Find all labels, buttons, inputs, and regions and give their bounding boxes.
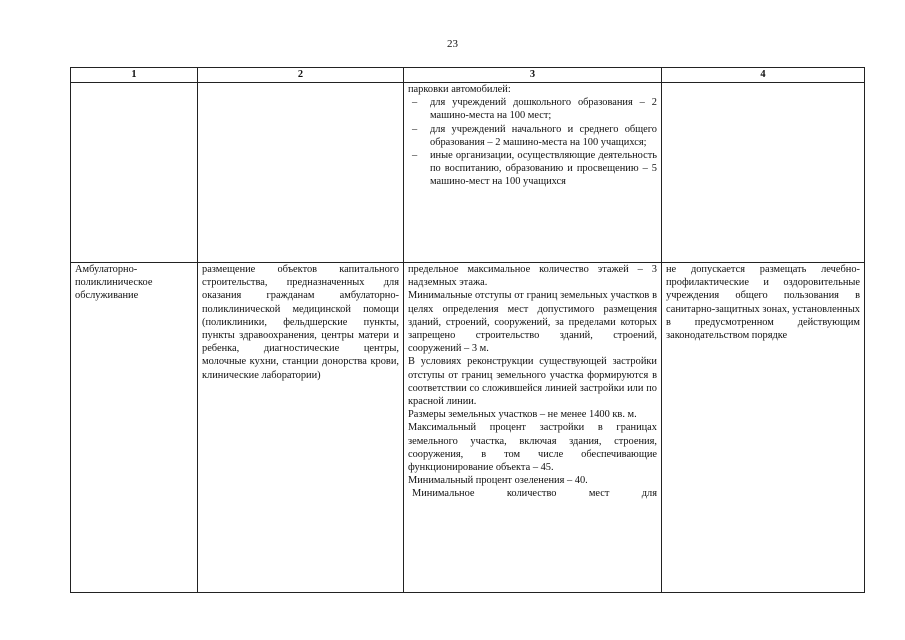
row1-col4-cell — [662, 83, 865, 263]
table-row — [71, 83, 865, 263]
land-use-description-cell — [198, 263, 404, 593]
parking-list — [408, 96, 657, 188]
parameter-paragraph: Минимальное количество мест для — [412, 488, 657, 500]
land-use-description: размещение объектов капитального строительства, предназначенных для оказания гражданам амбулаторно-поликлинической медицинской помощи (поликлиники, фельдшерские пункты, пункты здравоохранения, центры матери и ребенка, диагностические центры, молочные кухни, станции донорства крови, клинические лаборатории) — [202, 264, 399, 381]
list-item: – для учреждений дошкольного образования – 2 машино-места на 100 мест; — [408, 96, 657, 122]
land-use-name: Амбулаторно-поликлиническое обслуживание — [75, 264, 153, 302]
column-header-2: 2 — [198, 68, 404, 83]
restrictions-text: не допускается размещать лечебно-профилактические и оздоровительные учреждения общего пользования в санитарно-защитных зонах, установленных в предусмотренном действующим законодательством порядке — [666, 264, 860, 342]
page-number: 23 — [447, 38, 458, 50]
row1-col2-cell — [198, 83, 404, 263]
column-header-4: 4 — [662, 68, 865, 83]
parameter-paragraph: Минимальный процент озеленения – 40. — [408, 475, 588, 487]
list-item: – иные организации, осуществляющие деятельность по воспитанию, образованию и просвещению – 5 машино-мест на 100 учащихся — [408, 149, 657, 189]
zoning-table — [70, 67, 865, 593]
restrictions-cell — [662, 263, 865, 593]
header-row — [71, 68, 865, 83]
parking-intro: парковки автомобилей: — [408, 84, 511, 95]
parameter-paragraph: Минимальные отступы от границ земельных участков в целях определения мест допустимого размещения зданий, строений, сооружений, за пределами которых запрещено строительство зданий, строений, сооружений – 3 м. — [408, 290, 657, 355]
parameters-cell — [404, 263, 662, 593]
parameter-paragraph: предельное максимальное количество этажей – 3 надземных этажа. — [408, 264, 657, 289]
parameter-paragraph: В условиях реконструкции существующей застройки отступы от границ земельного участка формируются в соответствии со сложившейся линией застройки или по красной линии. — [408, 356, 657, 408]
land-use-name-cell — [71, 263, 198, 593]
row1-col1-cell — [71, 83, 198, 263]
row1-col3-cell — [404, 83, 662, 263]
list-item: – для учреждений начального и среднего общего образования – 2 машино-места на 100 учащихся; — [408, 123, 657, 149]
parameter-paragraph: Максимальный процент застройки в границах земельного участка, включая здания, строения, сооружения, в том числе обеспечивающие функционирование объекта – 45. — [408, 422, 657, 474]
column-header-3: 3 — [404, 68, 662, 83]
column-header-1: 1 — [71, 68, 198, 83]
table-row — [71, 263, 865, 593]
parameter-paragraph: Размеры земельных участков – не менее 1400 кв. м. — [408, 409, 637, 421]
